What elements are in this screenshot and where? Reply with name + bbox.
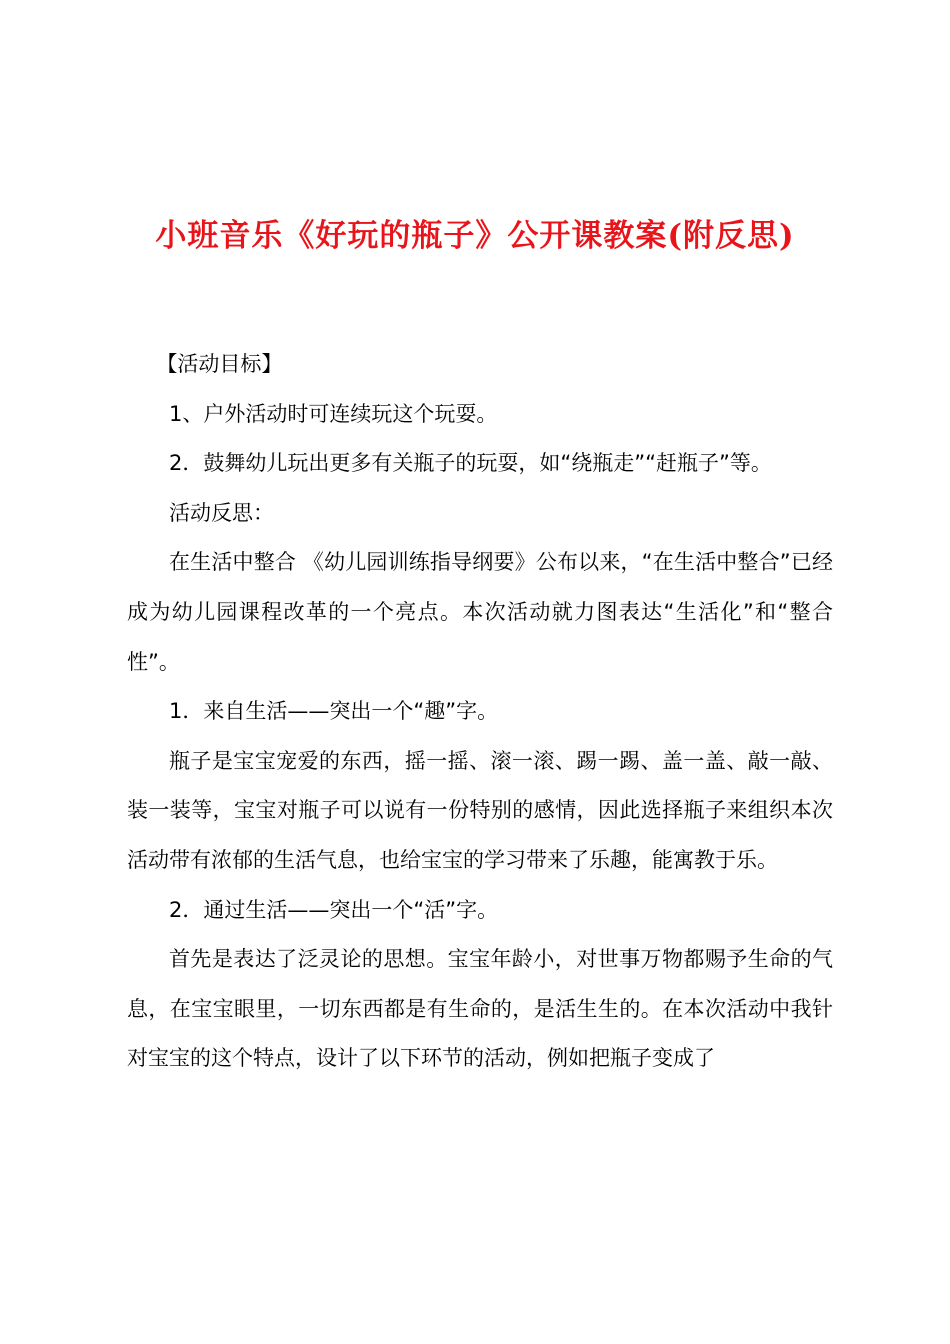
document-title: 小班音乐《好玩的瓶子》公开课教案(附反思) — [155, 218, 795, 254]
section-heading-reflection: 活动反思： — [169, 500, 274, 525]
reflection-point-1-text: 瓶子是宝宝宠爱的东西，摇一摇、滚一滚、踢一踢、盖一盖、敲一敲、装一装等，宝宝对瓶子可以说有一份特别的感情，因此选择瓶子来组织本次活动带有浓郁的生活气息，也给宝宝的学习带来了乐趣，能寓教于乐。 — [127, 748, 833, 872]
goal-item-2: 2．鼓舞幼儿玩出更多有关瓶子的玩耍，如“绕瓶走”“赶瓶子”等。 — [169, 451, 772, 476]
goal-item-1: 1、户外活动时可连续玩这个玩耍。 — [169, 401, 498, 426]
document-body — [127, 340, 833, 1084]
section-heading-goals: 【活动目标】 — [156, 352, 283, 376]
reflection-paragraph-intro: 在生活中整合 《幼儿园训练指导纲要》公布以来，“在生活中整合”已经成为幼儿园课程改革的一个亮点。本次活动就力图表达“生活化”和“整合性”。 — [127, 550, 833, 674]
reflection-point-2-text: 首先是表达了泛灵论的思想。宝宝年龄小，对世事万物都赐予生命的气息，在宝宝眼里，一切东西都是有生命的，是活生生的。在本次活动中我针对宝宝的这个特点，设计了以下环节的活动，例如把瓶子变成了 — [127, 947, 833, 1071]
reflection-point-1-heading: 1．来自生活——突出一个“趣”字。 — [169, 699, 499, 724]
reflection-point-2-heading: 2．通过生活——突出一个“活”字。 — [169, 897, 499, 922]
